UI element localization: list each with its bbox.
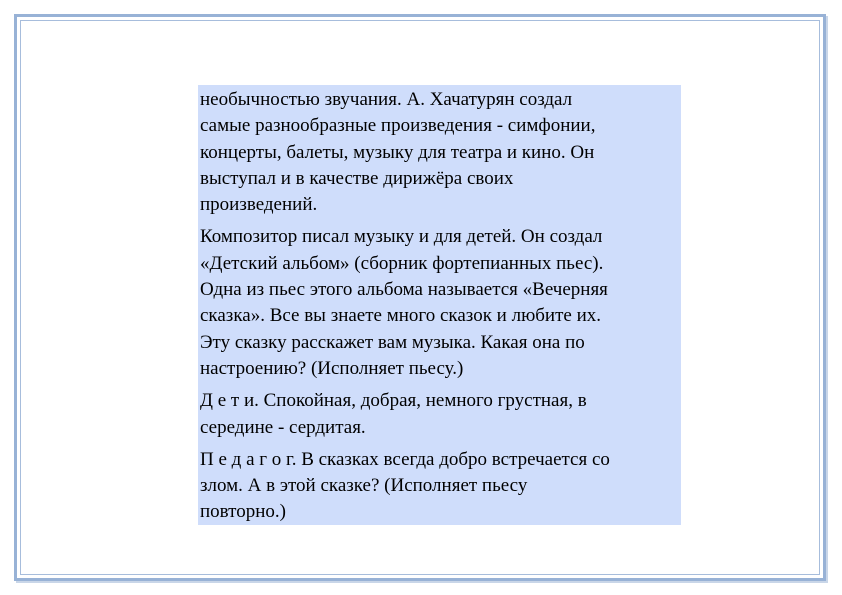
paragraph-childrens-album: Композитор писал музыку и для детей. Он создал «Детский альбом» (сборник фортепианных пьес). Одна из пьес этого альбома называется «Вечерняя сказка». Все вы знаете много сказок и любите их. Эту сказку расскажет вам музыка. Какая она по настроению? (Исполняет пьесу.) bbox=[200, 226, 608, 379]
paragraph-khachaturian: необычностью звучания. А. Хачатурян создал самые разнообразные произведения - симфонии, концерты, балеты, музыку для театра и кино. Он выступал и в качестве дирижёра своих произведений. bbox=[200, 89, 596, 216]
text-block bbox=[198, 85, 681, 525]
paragraph-children-answer: Д е т и. Спокойная, добрая, немного грустная, в середине - сердитая. bbox=[200, 390, 587, 438]
paragraph-teacher-question: П е д а г о г. В сказках всегда добро встречается со злом. А в этой сказке? (Исполняет пьесу повторно.) bbox=[200, 448, 610, 523]
